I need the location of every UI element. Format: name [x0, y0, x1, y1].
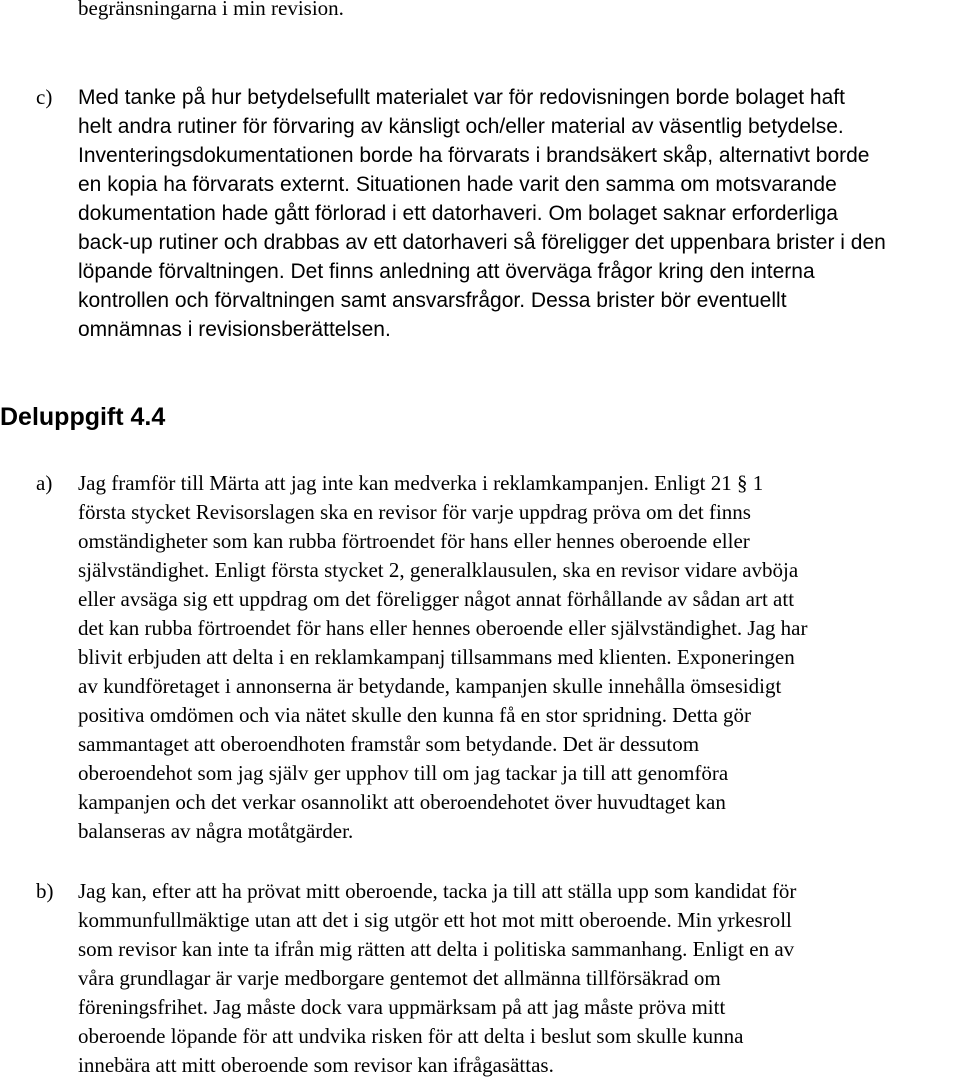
paragraph-line: eller avsäga sig ett uppdrag om det föreligger något annat förhållande av sådan art att: [78, 587, 795, 611]
paragraph-line: Inventeringsdokumentationen borde ha förvarats i brandsäkert skåp, alternativt borde: [78, 144, 870, 167]
paragraph-line: första stycket Revisorslagen ska en revisor för varje uppdrag pröva om det finns: [78, 500, 751, 524]
paragraph-line: sammantaget att oberoendhoten framstår som betydande. Det är dessutom: [78, 732, 700, 756]
paragraph-line: omnämnas i revisionsberättelsen.: [78, 318, 391, 341]
section-heading: Deluppgift 4.4: [0, 403, 166, 431]
paragraph-line: kontrollen och förvaltningen samt ansvarsfrågor. Dessa brister bör eventuellt: [78, 289, 787, 312]
paragraph-line: föreningsfrihet. Jag måste dock vara uppmärksam på att jag måste pröva mitt: [78, 995, 726, 1019]
paragraph-line: dokumentation hade gått förlorad i ett datorhaveri. Om bolaget saknar erforderliga: [78, 202, 838, 225]
paragraph-line: av kundföretaget i annonserna är betydande, kampanjen skulle innehålla ömsesidigt: [78, 674, 782, 698]
paragraph-line: omständigheter som kan rubba förtroendet för hans eller hennes oberoende eller: [78, 529, 750, 553]
list-marker-a: a): [36, 471, 53, 495]
paragraph-line: det kan rubba förtroendet för hans eller hennes oberoende eller självständighet. Jag har: [78, 616, 808, 640]
paragraph-line: löpande förvaltningen. Det finns anledning att överväga frågor kring den interna: [78, 260, 815, 283]
paragraph-line: balanseras av några motåtgärder.: [78, 819, 354, 843]
paragraph-line: kommunfullmäktige utan att det i sig utgör ett hot mot mitt oberoende. Min yrkesroll: [78, 908, 792, 932]
paragraph-line: back-up rutiner och drabbas av ett datorhaveri så föreligger det uppenbara brister i den: [78, 231, 886, 254]
paragraph-line: kampanjen och det verkar osannolikt att oberoendehotet över huvudtaget kan: [78, 790, 726, 814]
paragraph-line: innebära att mitt oberoende som revisor kan ifrågasättas.: [78, 1053, 554, 1077]
paragraph-line: självständighet. Enligt första stycket 2, generalklausulen, ska en revisor vidare avböja: [78, 558, 799, 582]
list-marker-c: c): [36, 85, 53, 109]
paragraph-line: oberoendehot som jag själv ger upphov till om jag tackar ja till att genomföra: [78, 761, 729, 785]
paragraph-line: helt andra rutiner för förvaring av känsligt och/eller material av väsentlig betydelse.: [78, 115, 844, 138]
paragraph-line: Jag framför till Märta att jag inte kan medverka i reklamkampanjen. Enligt 21 § 1: [78, 471, 764, 495]
paragraph-fragment: begränsningarna i min revision.: [78, 0, 344, 20]
paragraph-line: positiva omdömen och via nätet skulle den kunna få en stor spridning. Detta gör: [78, 703, 752, 727]
paragraph-line: en kopia ha förvarats externt. Situationen hade varit den samma om motsvarande: [78, 173, 837, 196]
paragraph-line: oberoende löpande för att undvika risken för att delta i beslut som skulle kunna: [78, 1024, 744, 1048]
paragraph-line: blivit erbjuden att delta i en reklamkampanj tillsammans med klienten. Exponeringen: [78, 645, 795, 669]
paragraph-line: Med tanke på hur betydelsefullt materialet var för redovisningen borde bolaget haft: [78, 86, 845, 109]
list-marker-b: b): [36, 879, 54, 903]
paragraph-line: som revisor kan inte ta ifrån mig rätten att delta i politiska sammanhang. Enligt en av: [78, 937, 795, 961]
paragraph-line: våra grundlagar är varje medborgare gentemot det allmänna tillförsäkrad om: [78, 966, 721, 990]
paragraph-line: Jag kan, efter att ha prövat mitt oberoende, tacka ja till att ställa upp som kandidat för: [78, 879, 797, 903]
